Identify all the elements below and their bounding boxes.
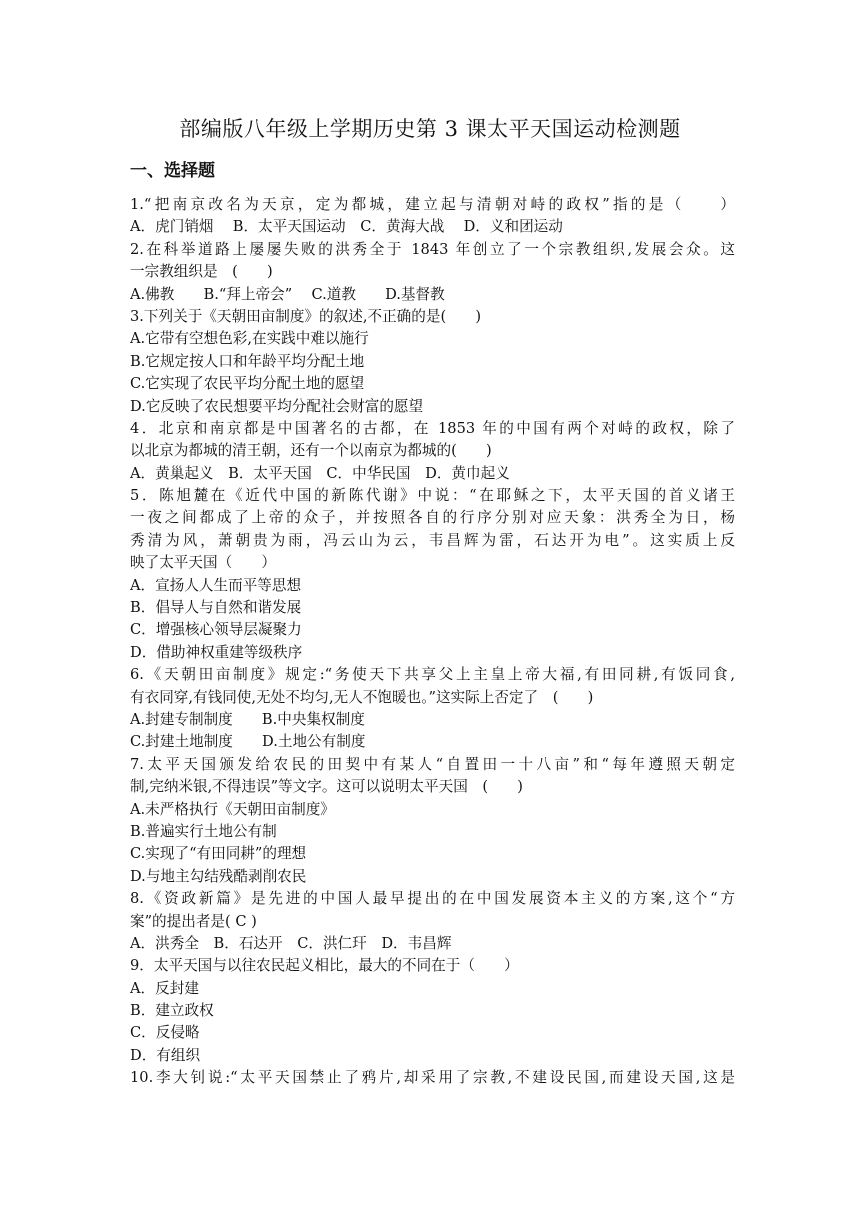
text-line: 2.在科举道路上屡屡失败的洪秀全于 1843 年创立了一个宗教组织,发展会众。这 bbox=[130, 240, 735, 258]
text-line: A.封建专制制度 B.中央集权制度 bbox=[130, 710, 365, 728]
text-line: D．有组织 bbox=[130, 1046, 201, 1064]
text-line: 9．太平天国与以往农民起义相比，最大的不同在于（ ） bbox=[130, 957, 519, 975]
text-line: 3.下列关于《天朝田亩制度》的叙述,不正确的是( ) bbox=[130, 307, 482, 325]
text-line: D．借助神权重建等级秩序 bbox=[130, 643, 303, 661]
text-line: B.它规定按人口和年龄平均分配土地 bbox=[130, 352, 365, 370]
text-line: B.普遍实行土地公有制 bbox=[130, 822, 277, 840]
text-line: A．虎门销烟 B．太平天国运动 C．黄海大战 D．义和团运动 bbox=[130, 218, 563, 236]
text-line: 10.李大钊说:“太平天国禁止了鸦片,却采用了宗教,不建设民国,而建设天国,这是 bbox=[130, 1069, 735, 1087]
text-line: 6.《天朝田亩制度》规定:“务使天下共享父上主皇上帝大福,有田同耕,有饭同食, bbox=[130, 666, 735, 684]
text-line: C.它实现了农民平均分配土地的愿望 bbox=[130, 375, 365, 393]
text-line: C．增强核心领导层凝聚力 bbox=[130, 621, 302, 639]
text-line: 一宗教组织是 ( ) bbox=[130, 263, 273, 281]
text-line: 案”的提出者是( C ) bbox=[130, 912, 257, 930]
text-line: A.它带有空想色彩,在实践中难以施行 bbox=[130, 330, 369, 348]
text-line: 以北京为都城的清王朝，还有一个以南京为都城的( ) bbox=[130, 442, 492, 460]
text-line: A.佛教 B.“拜上帝会” C.道教 D.基督教 bbox=[130, 285, 445, 303]
text-line: A．黄巢起义 B．太平天国 C．中华民国 D．黄巾起义 bbox=[130, 464, 510, 482]
text-line: 制,完纳米银,不得违误”等文字。这可以说明太平天国 ( ) bbox=[130, 778, 523, 796]
text-line: B．建立政权 bbox=[130, 1002, 214, 1020]
section-heading: 一、选择题 bbox=[130, 161, 215, 181]
text-line: A．反封建 bbox=[130, 979, 199, 997]
text-line: B．倡导人与自然和谐发展 bbox=[130, 599, 302, 617]
text-line: 5．陈旭麓在《近代中国的新陈代谢》中说：“在耶稣之下，太平天国的首义诸王 bbox=[130, 487, 735, 505]
text-line: D.它反映了农民想要平均分配社会财富的愿望 bbox=[130, 397, 424, 415]
text-line: 秀清为风，萧朝贵为雨，冯云山为云，韦昌辉为雷，石达开为电”。这实质上反 bbox=[130, 531, 735, 549]
text-line: 4．北京和南京都是中国著名的古都，在 1853 年的中国有两个对峙的政权，除了 bbox=[130, 419, 735, 437]
text-line: 映了太平天国（ ） bbox=[130, 554, 276, 572]
text-line: A．宣扬人人生而平等思想 bbox=[130, 576, 302, 594]
document-title: 部编版八年级上学期历史第 3 课太平天国运动检测题 bbox=[179, 117, 681, 141]
text-line: 一夜之间都成了上帝的众子，并按照各自的行序分别对应天象：洪秀全为日，杨 bbox=[130, 509, 735, 527]
text-line: A．洪秀全 B．石达开 C．洪仁玕 D．韦昌辉 bbox=[130, 934, 452, 952]
text-line: 8.《资政新篇》是先进的中国人最早提出的在中国发展资本主义的方案,这个“方 bbox=[130, 890, 735, 908]
text-line: C.实现了“有田同耕”的理想 bbox=[130, 845, 307, 863]
text-line: C．反侵略 bbox=[130, 1024, 200, 1042]
text-line: C.封建土地制度 D.土地公有制度 bbox=[130, 733, 366, 751]
text-line: A.未严格执行《天朝田亩制度》 bbox=[130, 800, 335, 818]
question-list bbox=[130, 194, 735, 1090]
text-line: 有衣同穿,有钱同使,无处不均匀,无人不饱暖也。”这实际上否定了 ( ) bbox=[130, 688, 594, 706]
text-line: 1.“把南京改名为天京，定为都城，建立起与清朝对峙的政权”指的是（ ） bbox=[130, 196, 735, 213]
text-line: D.与地主勾结残酷剥削农民 bbox=[130, 867, 307, 885]
text-line: 7.太平天国颁发给农民的田契中有某人“自置田一十八亩”和“每年遵照天朝定 bbox=[130, 755, 735, 773]
